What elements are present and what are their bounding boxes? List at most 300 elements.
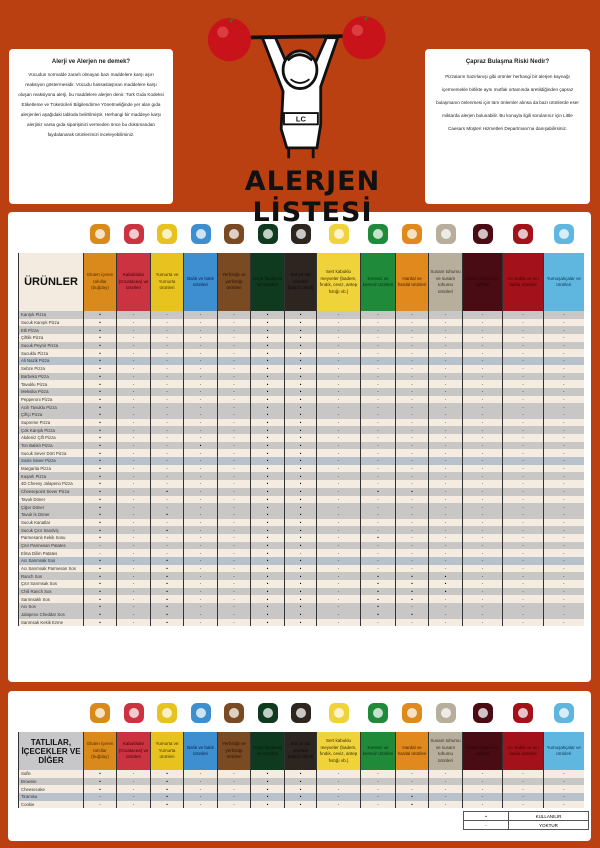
- contains-mark: •: [84, 488, 117, 496]
- mascot-logo: [196, 2, 404, 162]
- absent-mark: -: [429, 595, 463, 603]
- contains-mark: •: [285, 365, 317, 373]
- absent-mark: -: [429, 426, 463, 434]
- contains-mark: •: [251, 526, 285, 534]
- absent-mark: -: [544, 588, 584, 596]
- allergen-column-header: Soya fasulyesi ve ürünleri: [251, 732, 285, 770]
- absent-mark: -: [503, 465, 544, 473]
- absent-mark: -: [429, 519, 463, 527]
- absent-mark: -: [544, 373, 584, 381]
- absent-mark: -: [117, 411, 151, 419]
- absent-mark: -: [317, 403, 361, 411]
- contains-mark: •: [251, 778, 285, 786]
- absent-mark: -: [117, 595, 151, 603]
- absent-mark: -: [218, 480, 251, 488]
- absent-mark: -: [429, 534, 463, 542]
- absent-mark: -: [544, 778, 584, 786]
- absent-mark: -: [503, 349, 544, 357]
- absent-mark: -: [544, 388, 584, 396]
- absent-mark: -: [361, 311, 396, 319]
- absent-mark: -: [429, 603, 463, 611]
- absent-mark: -: [184, 801, 218, 809]
- absent-mark: -: [429, 801, 463, 809]
- absent-mark: -: [117, 549, 151, 557]
- contains-mark: •: [251, 472, 285, 480]
- absent-mark: -: [218, 380, 251, 388]
- absent-mark: -: [218, 396, 251, 404]
- absent-mark: -: [503, 426, 544, 434]
- absent-mark: -: [151, 342, 184, 350]
- contains-mark: •: [251, 801, 285, 809]
- table-row: [19, 426, 584, 434]
- absent-mark: -: [317, 778, 361, 786]
- contains-mark: •: [396, 595, 429, 603]
- absent-mark: -: [429, 488, 463, 496]
- product-name: Çiğer Döner: [19, 503, 84, 511]
- absent-mark: -: [117, 449, 151, 457]
- contains-mark: •: [285, 778, 317, 786]
- contains-mark: •: [151, 603, 184, 611]
- contains-mark: •: [285, 465, 317, 473]
- absent-mark: -: [463, 611, 503, 619]
- absent-mark: -: [361, 342, 396, 350]
- absent-mark: -: [361, 388, 396, 396]
- absent-mark: -: [218, 778, 251, 786]
- absent-mark: -: [463, 778, 503, 786]
- products-allergen-panel: [8, 212, 591, 682]
- contains-mark: •: [251, 419, 285, 427]
- absent-mark: -: [317, 319, 361, 327]
- absent-mark: -: [117, 426, 151, 434]
- absent-mark: -: [463, 326, 503, 334]
- allergen-column-header: Yumurta ve Yumurta ürünleri: [151, 732, 184, 770]
- product-name: Jalapeno Cheddar Sos: [19, 611, 84, 619]
- absent-mark: -: [503, 342, 544, 350]
- contains-mark: •: [84, 588, 117, 596]
- contains-mark: •: [84, 472, 117, 480]
- product-name: Chili Ranch Sos: [19, 588, 84, 596]
- product-name: 4D Cheesy Jalapeno Pizza: [19, 480, 84, 488]
- absent-mark: -: [184, 426, 218, 434]
- absent-mark: -: [117, 793, 151, 801]
- absent-mark: -: [84, 801, 117, 809]
- absent-mark: -: [184, 611, 218, 619]
- product-name: Ranch Sos: [19, 572, 84, 580]
- absent-mark: -: [463, 434, 503, 442]
- absent-mark: -: [503, 488, 544, 496]
- absent-mark: -: [317, 488, 361, 496]
- absent-mark: -: [463, 411, 503, 419]
- absent-mark: -: [463, 785, 503, 793]
- absent-mark: -: [117, 357, 151, 365]
- contains-mark: •: [251, 442, 285, 450]
- absent-mark: -: [117, 457, 151, 465]
- absent-mark: -: [429, 619, 463, 627]
- mustard-icon: [402, 703, 422, 723]
- contains-mark: •: [251, 357, 285, 365]
- contains-mark: •: [151, 557, 184, 565]
- absent-mark: -: [218, 588, 251, 596]
- absent-mark: -: [184, 534, 218, 542]
- absent-mark: -: [317, 357, 361, 365]
- absent-mark: -: [503, 449, 544, 457]
- contains-mark: •: [84, 396, 117, 404]
- absent-mark: -: [361, 442, 396, 450]
- contains-mark: •: [251, 373, 285, 381]
- allergen-column-header: Yerfıstığı ve yerfıstığı ürünleri: [218, 253, 251, 311]
- absent-mark: -: [117, 419, 151, 427]
- absent-mark: -: [503, 557, 544, 565]
- absent-mark: -: [503, 434, 544, 442]
- absent-mark: -: [361, 434, 396, 442]
- absent-mark: -: [317, 793, 361, 801]
- absent-mark: -: [361, 785, 396, 793]
- absent-mark: -: [503, 388, 544, 396]
- absent-mark: -: [218, 403, 251, 411]
- absent-mark: -: [396, 542, 429, 550]
- allergen-column-header: Susam tohumu ve susam tohumu ürünleri: [429, 732, 463, 770]
- table-row: [19, 526, 584, 534]
- absent-mark: -: [396, 778, 429, 786]
- logo-sign-text: LC: [295, 114, 306, 124]
- contains-mark: •: [251, 611, 285, 619]
- absent-mark: -: [503, 480, 544, 488]
- absent-mark: -: [463, 442, 503, 450]
- absent-mark: -: [503, 619, 544, 627]
- contains-mark: •: [285, 603, 317, 611]
- absent-mark: -: [544, 419, 584, 427]
- contains-mark: •: [251, 557, 285, 565]
- product-name: Brownie: [19, 778, 84, 786]
- absent-mark: -: [184, 557, 218, 565]
- contains-mark: •: [84, 785, 117, 793]
- absent-mark: -: [503, 472, 544, 480]
- table-row: [19, 619, 584, 627]
- contains-mark: •: [251, 480, 285, 488]
- absent-mark: -: [151, 434, 184, 442]
- absent-mark: -: [361, 457, 396, 465]
- table-row: [19, 557, 584, 565]
- product-name: Çiftlik Pizza: [19, 334, 84, 342]
- absent-mark: -: [151, 365, 184, 373]
- contains-mark: •: [285, 503, 317, 511]
- absent-mark: -: [429, 503, 463, 511]
- absent-mark: -: [218, 434, 251, 442]
- absent-mark: -: [218, 511, 251, 519]
- absent-mark: -: [151, 319, 184, 327]
- absent-mark: -: [317, 619, 361, 627]
- mollusc-icon: [554, 703, 574, 723]
- absent-mark: -: [463, 488, 503, 496]
- allergen-column-header: Balık ve balık ürünleri: [184, 732, 218, 770]
- contains-mark: •: [251, 403, 285, 411]
- absent-mark: -: [184, 357, 218, 365]
- absent-mark: -: [429, 357, 463, 365]
- sulphite-icon: [473, 224, 493, 244]
- absent-mark: -: [361, 619, 396, 627]
- cross-contamination-text: Pizzaların hazırlanışı gibi ürünler herhangi bir alerjen kaynağı içermemekle birlikte aynı mutfak ortamında üretildiğinden çapraz bulaşmanın önlenmesi için tüm önlemler alınsa da bazı ürünlerde eser miktarda alerjen bulunabilir. Bu konuyla ilgili sorularınız için Little Caesars Müşteri Hizmetleri Departmanı'na danışabilirsiniz.: [436, 74, 579, 131]
- absent-mark: -: [117, 342, 151, 350]
- absent-mark: -: [503, 357, 544, 365]
- absent-mark: -: [463, 388, 503, 396]
- contains-mark: •: [285, 595, 317, 603]
- table-row: [19, 778, 584, 786]
- absent-mark: -: [396, 419, 429, 427]
- allergen-column-header: Kereviz ve kereviz ürünleri: [361, 253, 396, 311]
- absent-mark: -: [117, 611, 151, 619]
- absent-mark: -: [218, 503, 251, 511]
- absent-mark: -: [184, 603, 218, 611]
- absent-mark: -: [317, 503, 361, 511]
- allergen-column-header: Yumuşakçalar ve ürünleri: [544, 732, 584, 770]
- absent-mark: -: [396, 373, 429, 381]
- absent-mark: -: [117, 496, 151, 504]
- sulphite-icon: [473, 703, 493, 723]
- absent-mark: -: [218, 311, 251, 319]
- absent-mark: -: [463, 373, 503, 381]
- contains-mark: •: [151, 595, 184, 603]
- absent-mark: -: [184, 311, 218, 319]
- absent-mark: -: [463, 526, 503, 534]
- absent-mark: -: [218, 619, 251, 627]
- product-name: Sarımsaklı Sos: [19, 595, 84, 603]
- table-row: [19, 549, 584, 557]
- contains-mark: •: [84, 565, 117, 573]
- absent-mark: -: [463, 619, 503, 627]
- absent-mark: -: [151, 326, 184, 334]
- contains-mark: •: [285, 357, 317, 365]
- absent-mark: -: [396, 457, 429, 465]
- contains-mark: •: [285, 519, 317, 527]
- contains-mark: •: [151, 572, 184, 580]
- contains-mark: •: [396, 572, 429, 580]
- table-row: [19, 496, 584, 504]
- wheat-icon: [90, 224, 110, 244]
- product-name: Tiramisu: [19, 793, 84, 801]
- absent-mark: -: [317, 557, 361, 565]
- absent-mark: -: [317, 396, 361, 404]
- absent-mark: -: [503, 793, 544, 801]
- absent-mark: -: [361, 396, 396, 404]
- contains-mark: •: [84, 519, 117, 527]
- contains-mark: •: [251, 311, 285, 319]
- absent-mark: -: [317, 588, 361, 596]
- absent-mark: -: [218, 419, 251, 427]
- allergen-column-header: Sert kabuklu meyveler (badem, fındık, ceviz, antep fıstığı vb.): [317, 253, 361, 311]
- contains-mark: •: [84, 770, 117, 778]
- absent-mark: -: [151, 396, 184, 404]
- absent-mark: -: [184, 342, 218, 350]
- contains-mark: •: [361, 603, 396, 611]
- absent-mark: -: [429, 449, 463, 457]
- absent-mark: -: [503, 496, 544, 504]
- table-row: [19, 519, 584, 527]
- absent-mark: -: [184, 619, 218, 627]
- contains-mark: •: [285, 793, 317, 801]
- absent-mark: -: [117, 565, 151, 573]
- absent-mark: -: [218, 449, 251, 457]
- absent-mark: -: [117, 557, 151, 565]
- contains-mark: •: [84, 580, 117, 588]
- absent-mark: -: [184, 503, 218, 511]
- absent-mark: -: [361, 496, 396, 504]
- legend-symbol: •: [464, 812, 509, 821]
- absent-mark: -: [396, 442, 429, 450]
- table-row: [19, 572, 584, 580]
- absent-mark: -: [151, 480, 184, 488]
- absent-mark: -: [429, 411, 463, 419]
- egg-icon: [157, 703, 177, 723]
- contains-mark: •: [285, 334, 317, 342]
- contains-mark: •: [429, 580, 463, 588]
- absent-mark: -: [361, 472, 396, 480]
- absent-mark: -: [429, 770, 463, 778]
- contains-mark: •: [361, 572, 396, 580]
- absent-mark: -: [463, 357, 503, 365]
- absent-mark: -: [117, 619, 151, 627]
- absent-mark: -: [184, 580, 218, 588]
- absent-mark: -: [84, 793, 117, 801]
- absent-mark: -: [361, 411, 396, 419]
- absent-mark: -: [463, 334, 503, 342]
- contains-mark: •: [84, 557, 117, 565]
- absent-mark: -: [463, 595, 503, 603]
- absent-mark: -: [544, 357, 584, 365]
- absent-mark: -: [544, 785, 584, 793]
- absent-mark: -: [396, 357, 429, 365]
- absent-mark: -: [463, 472, 503, 480]
- absent-mark: -: [544, 457, 584, 465]
- absent-mark: -: [151, 472, 184, 480]
- absent-mark: -: [184, 334, 218, 342]
- absent-mark: -: [361, 542, 396, 550]
- absent-mark: -: [544, 534, 584, 542]
- absent-mark: -: [396, 534, 429, 542]
- absent-mark: -: [218, 342, 251, 350]
- absent-mark: -: [151, 457, 184, 465]
- absent-mark: -: [544, 519, 584, 527]
- contains-mark: •: [285, 565, 317, 573]
- absent-mark: -: [184, 519, 218, 527]
- contains-mark: •: [251, 449, 285, 457]
- absent-mark: -: [117, 434, 151, 442]
- contains-mark: •: [251, 793, 285, 801]
- absent-mark: -: [361, 326, 396, 334]
- contains-mark: •: [361, 534, 396, 542]
- legend: [463, 811, 589, 830]
- absent-mark: -: [361, 465, 396, 473]
- table-row: [19, 588, 584, 596]
- absent-mark: -: [463, 519, 503, 527]
- absent-mark: -: [361, 526, 396, 534]
- product-name: Sosis Sever Pizza: [19, 457, 84, 465]
- absent-mark: -: [463, 801, 503, 809]
- contains-mark: •: [285, 396, 317, 404]
- absent-mark: -: [151, 442, 184, 450]
- absent-mark: -: [544, 449, 584, 457]
- table-row: [19, 449, 584, 457]
- contains-mark: •: [84, 503, 117, 511]
- allergen-column-header: Süt ve süt ürünleri (laktoz dahil): [285, 253, 317, 311]
- product-name: Supreme Pizza: [19, 419, 84, 427]
- absent-mark: -: [463, 603, 503, 611]
- absent-mark: -: [429, 442, 463, 450]
- product-name: Cheesepoint Sever Pizza: [19, 488, 84, 496]
- absent-mark: -: [503, 526, 544, 534]
- absent-mark: -: [117, 488, 151, 496]
- contains-mark: •: [251, 511, 285, 519]
- absent-mark: -: [117, 465, 151, 473]
- absent-mark: -: [184, 785, 218, 793]
- absent-mark: -: [218, 465, 251, 473]
- absent-mark: -: [184, 511, 218, 519]
- absent-mark: -: [463, 542, 503, 550]
- contains-mark: •: [251, 580, 285, 588]
- contains-mark: •: [84, 534, 117, 542]
- absent-mark: -: [463, 342, 503, 350]
- absent-mark: -: [544, 488, 584, 496]
- table-row: [19, 534, 584, 542]
- absent-mark: -: [317, 442, 361, 450]
- absent-mark: -: [544, 565, 584, 573]
- absent-mark: -: [429, 496, 463, 504]
- absent-mark: -: [218, 388, 251, 396]
- cross-contamination-heading: Çapraz Bulaşma Riski Nedir?: [465, 59, 550, 65]
- absent-mark: -: [361, 557, 396, 565]
- product-name: Cookie: [19, 801, 84, 809]
- absent-mark: -: [151, 373, 184, 381]
- absent-mark: -: [361, 511, 396, 519]
- absent-mark: -: [396, 326, 429, 334]
- absent-mark: -: [117, 334, 151, 342]
- absent-mark: -: [361, 380, 396, 388]
- product-name: Çıtır Sarımsak Sos: [19, 580, 84, 588]
- absent-mark: -: [117, 526, 151, 534]
- absent-mark: -: [218, 457, 251, 465]
- contains-mark: •: [84, 496, 117, 504]
- absent-mark: -: [396, 472, 429, 480]
- absent-mark: -: [463, 496, 503, 504]
- absent-mark: -: [285, 549, 317, 557]
- sesame-icon: [436, 224, 456, 244]
- absent-mark: -: [84, 542, 117, 550]
- contains-mark: •: [84, 465, 117, 473]
- absent-mark: -: [218, 357, 251, 365]
- absent-mark: -: [544, 580, 584, 588]
- contains-mark: •: [285, 488, 317, 496]
- contains-mark: •: [361, 611, 396, 619]
- product-name: Akdeniz Çift Pizza: [19, 434, 84, 442]
- absent-mark: -: [396, 503, 429, 511]
- absent-mark: -: [463, 426, 503, 434]
- allergy-info-text: Vücudun normalde zararlı olmayan bazı maddelere karşı aşırı reaksiyon göstermesidir. Vücudu hassaslaştıran maddelere karşı oluşan reaksiyona alerji, bu maddelere alerjen denir. Türk Gıda Kodeksi Etiketleme ve Tüketicileri Bilgilendirme Yönetmeliğinde yer alan gıda alerjenleri aşağıdaki tabloda belirtilmiştir. Herhangi bir maddeye karşı alerjiniz varsa gıda siparişinizi vermeden önce bu dokümandan faydalanarak ürünlerimizi inceleyebilirsiniz.: [18, 72, 164, 137]
- legend-label: YOKTUR: [509, 821, 589, 830]
- absent-mark: -: [317, 434, 361, 442]
- absent-mark: -: [544, 434, 584, 442]
- absent-mark: -: [544, 526, 584, 534]
- contains-mark: •: [251, 457, 285, 465]
- absent-mark: -: [503, 603, 544, 611]
- absent-mark: -: [184, 778, 218, 786]
- absent-mark: -: [317, 603, 361, 611]
- table-row: [19, 365, 584, 373]
- absent-mark: -: [396, 426, 429, 434]
- absent-mark: -: [218, 426, 251, 434]
- fish-icon: [191, 703, 211, 723]
- contains-mark: •: [285, 526, 317, 534]
- absent-mark: -: [503, 572, 544, 580]
- absent-mark: -: [184, 373, 218, 381]
